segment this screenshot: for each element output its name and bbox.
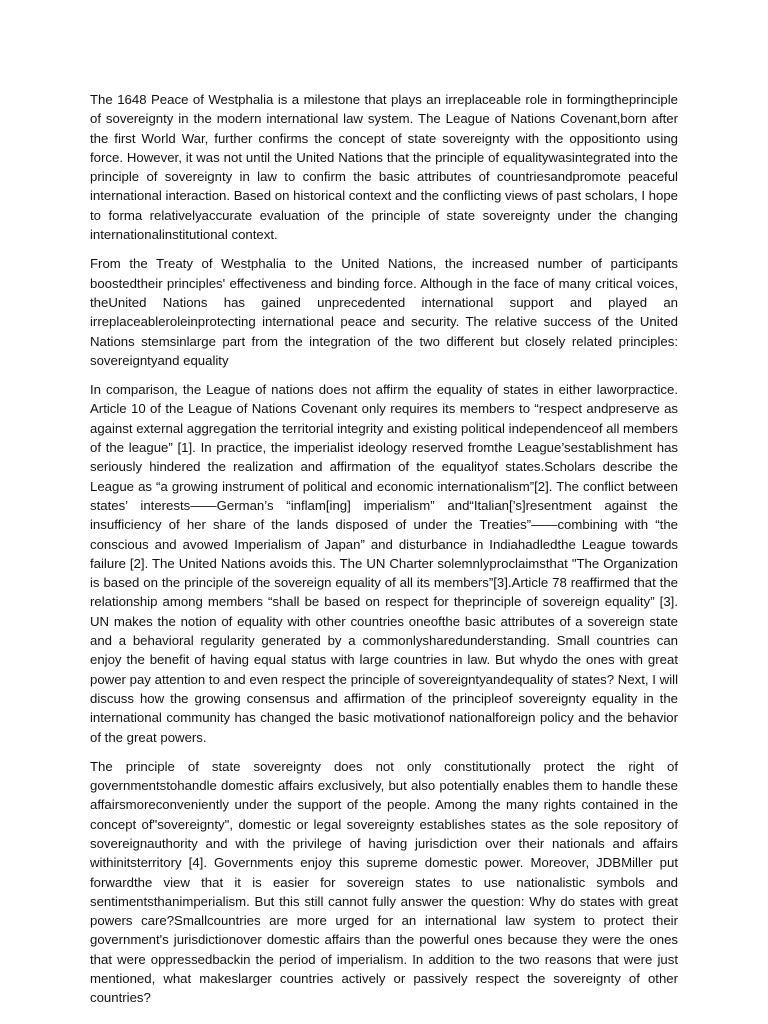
paragraph-league-comparison: In comparison, the League of nations does not affirm the equality of states in either laworpractice. Article 10 of the League of Nations Covenant only requires its members to “respect andpreserve as against external aggregation the territorial integrity and existing political independenceof all members of the league” [1]. In practice, the imperialist ideology reserved fromthe League’sestablishment has seriously hindered the realization and affirmation of the equalityof states.Scholars describe the League as “a growing instrument of political and economic internationalism”[2]. The conflict between states’ interests——German’s “inflam[ing] imperialism” and“Italian[’s]resentment against the insufficiency of her share of the lands disposed of under the Treaties”——combining with “the conscious and avowed Imperialism of Japan” and disturbance in Indiahadledthe League towards failure [2]. The United Nations avoids this. The UN Charter solemnlyproclaimsthat "The Organization is based on the principle of the sovereign equality of all its members”[3].Article 78 reaffirmed that the relationship among members “shall be based on respect for theprinciple of sovereign equality” [3]. UN makes the notion of equality with other countries oneofthe basic attributes of a sovereign state and a behavioral regularity generated by a commonlysharedunderstanding. Small countries can enjoy the benefit of having equal status with large countries in law. But whydo the ones with great power pay attention to and even respect the principle of sovereigntyandequality of states? Next, I will discuss how the growing consensus and affirmation of the principleof sovereignty equality in the international community has changed the basic motivationof nationalforeign policy and the behavior of the great powers. xyxy=(90,382,678,745)
paragraph-state-sovereignty: The principle of state sovereignty does not only constitutionally protect the right of governmentstohandle domestic affairs exclusively, but also potentially enables them to handle these affairsmoreconveniently under the support of the people. Among the many rights contained in the concept of"sovereignty", domestic or legal sovereignty establishes states as the sole repository of sovereignauthority and with the privilege of having jurisdiction over their nationals and affairs withinitsterritory [4]. Governments enjoy this supreme domestic power. Moreover, JDBMiller put forwardthe view that it is easier for sovereign states to use nationalistic symbols and sentimentsthanimperialism. But this still cannot fully answer the question: Why do states with great powers care?Smallcountries are more urged for an international law system to protect their government's jurisdictionover domestic affairs than the powerful ones because they were the ones that were oppressedbackin the period of imperialism. In addition to the two reasons that were just mentioned, what makeslarger countries actively or passively respect the sovereignty of other countries? xyxy=(90,758,678,1006)
document-page xyxy=(90,90,678,1018)
paragraph-treaty-to-un: From the Treaty of Westphalia to the United Nations, the increased number of participants boostedtheir principles' effectiveness and binding force. Although in the face of many critical voices, theUnited Nations has gained unprecedented international support and played an irreplaceableroleinprotecting international peace and security. The relative success of the United Nations stemsinlarge part from the integration of the two different but closely related principles: sovereigntyand equality xyxy=(90,256,678,368)
paragraph-westphalia-intro: The 1648 Peace of Westphalia is a milestone that plays an irreplaceable role in formingtheprinciple of sovereignty in the modern international law system. The League of Nations Covenant,born after the first World War, further confirms the concept of state sovereignty with the oppositionto using force. However, it was not until the United Nations that the principle of equalitywasintegrated into the principle of sovereignty in law to confirm the basic attributes of countriesandpromote peaceful international interaction. Based on historical context and the conflicting views of past scholars, I hope to forma relativelyaccurate evaluation of the principle of state sovereignty under the changing internationalinstitutional context. xyxy=(90,92,678,243)
